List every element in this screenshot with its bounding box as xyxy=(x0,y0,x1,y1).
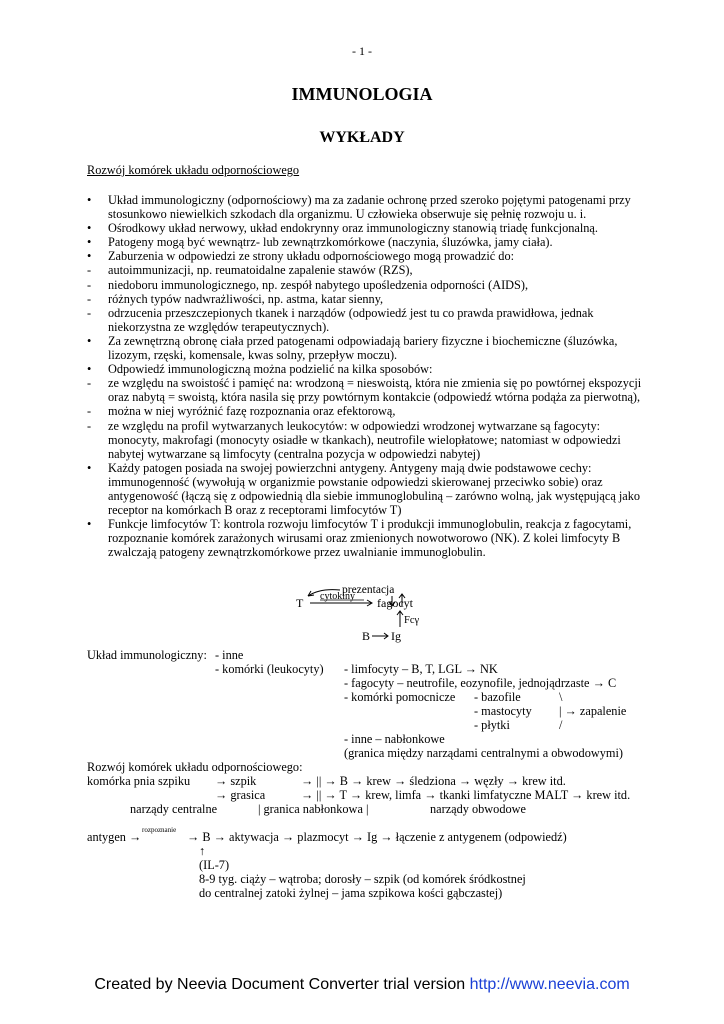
uklad-plytki: - płytki xyxy=(474,718,510,732)
list-item: - ze względu na profil wytwarzanych leukocytów: w odpowiedzi wrodzonej wytwarzane są fagocyty: monocyty, makrofagi (monocyty osiadłe w tkankach), neutrofile wielopłatowe; natomiast w odpowiedzi nabytej wytwarzane są limfocyty (centralna pozycja w odpowiedzi nabytej) xyxy=(87,418,621,461)
converter-footer xyxy=(0,978,724,992)
antygen-chain: → B → aktywacja → plazmocyt → Ig → łączenie z antygenem (odpowiedź) xyxy=(187,830,567,844)
footer-text: Created by Neevia Document Converter trial version xyxy=(94,976,466,993)
immune-interaction-diagram xyxy=(290,580,480,646)
list-item: • Patogeny mogą być wewnątrz- lub zewnątrzkomórkowe (naczynia, śluzówka, jamy ciała). xyxy=(87,235,553,250)
uklad-mastocyty: - mastocyty xyxy=(474,704,532,718)
section-heading: Rozwój komórek układu odpornościowego xyxy=(87,163,300,177)
diagram-label-Ig: Ig xyxy=(391,629,401,643)
antygen-up-arrow: ↑ xyxy=(199,844,206,858)
list-item: - ze względu na swoistość i pamięć na: wrodzoną = nieswoistą, która nie zmienia się po powtórnej ekspozycji oraz nabytą = swoistą, która nasila się przy powtórnym kontakcie (odpowiedź wtórna podąża za pierwotną), xyxy=(87,376,642,405)
list-item: - różnych typów nadwrażliwości, np. astma, katar sienny, xyxy=(87,291,384,306)
list-item: - autoimmunizacji, np. reumatoidalne zapalenie stawów (RZS), xyxy=(87,263,413,278)
page-title: IMMUNOLOGIA xyxy=(291,84,433,104)
list-item: - odrzucenia przeszczepionych tkanek i narządów (odpowiedź jest tu co prawda prawidłowa, jednak niekorzystna ze względów terapeutycznych). xyxy=(87,305,594,334)
antygen-rozpoznanie: rozpoznanie xyxy=(142,826,177,834)
diagram-label-prezentacja: prezentacja xyxy=(342,584,395,596)
diagram-label-fagocyt: fagocyt xyxy=(377,596,413,610)
uklad-komorki: - komórki (leukocyty) xyxy=(215,662,324,676)
antygen-il7: (IL-7) xyxy=(199,858,230,872)
uklad-plytki-mark: / xyxy=(559,718,563,732)
diagram-label-B: B xyxy=(362,629,371,643)
rozwoj-grasica: → grasica xyxy=(215,788,266,802)
uklad-label: Układ immunologiczny: xyxy=(87,648,207,662)
antygen-start: antygen → xyxy=(87,830,142,844)
uklad-fagocyty: - fagocyty – neutrofile, eozynofile, jednojądrzaste → C xyxy=(344,676,617,690)
uklad-granica: (granica między narządami centralnymi a obwodowymi) xyxy=(344,746,623,760)
antygen-line2: do centralnej zatoki żylnej – jama szpikowa kości gąbczastej) xyxy=(199,886,503,900)
rozwoj-heading: Rozwój komórek układu odpornościowego: xyxy=(87,760,303,774)
list-item: • Każdy patogen posiada na swojej powierzchni antygeny. Antygeny mają dwie podstawowe cechy: immunogenność (wywołują w organizmie powstanie odpowiedzi skierowanej przeciwko sobie) oraz antygenowość (łączą się z odpowiednią dla siebie immunoglobuliną – zarówno wolną, jak występującą jako receptor na komórkach B oraz z receptorami limfocytów T) xyxy=(87,460,641,518)
list-item: • Za zewnętrzną obronę ciała przed patogenami odpowiadają bariery fizyczne i biochemiczne (śluzówka, lizozym, rzęski, komensale, kwas solny, przepływ moczu). xyxy=(87,333,618,363)
uklad-bazofile: - bazofile xyxy=(474,690,521,704)
uklad-inne: - inne xyxy=(215,648,244,662)
page-number: - 1 - xyxy=(352,44,372,58)
content-list xyxy=(87,193,647,559)
uklad-bazofile-mark: \ xyxy=(559,690,563,704)
antygen-line1: 8-9 tyg. ciąży – wątroba; dorosły – szpik (od komórek śródkostnej xyxy=(199,872,526,886)
page-subtitle: WYKŁADY xyxy=(319,129,405,146)
rozwoj-granica-nablonkowa: | granica nabłonkowa | xyxy=(258,802,369,816)
uklad-mastocyty-mark: | → zapalenie xyxy=(559,704,627,718)
footer-link[interactable]: http://www.neevia.com xyxy=(469,976,630,993)
uklad-inne-nablonkowe: - inne – nabłonkowe xyxy=(344,732,445,746)
diagram-label-cytokiny: cytokiny xyxy=(320,591,355,602)
rozwoj-szpik-path: → || → B → krew → śledziona → węzły → krew itd. xyxy=(301,774,566,788)
diagram-label-fcy: Fcγ xyxy=(404,615,420,626)
rozwoj-komorka: komórka pnia szpiku xyxy=(87,774,191,788)
list-item: • Funkcje limfocytów T: kontrola rozwoju limfocytów T i produkcji immunoglobulin, reakcja z fagocytami, rozpoznanie komórek zarażonych wirusami oraz zmienionych nowotworowo (NK). Z kolei limfocyty B zwalczają patogeny zewnątrzkomórkowe przez uwalnianie immunoglobulin. xyxy=(87,517,632,560)
rozwoj-szpik: → szpik xyxy=(215,774,257,788)
rozwoj-grasica-path: → || → T → krew, limfa → tkanki limfatyczne MALT → krew itd. xyxy=(301,788,631,802)
list-item: • Ośrodkowy układ nerwowy, układ endokrynny oraz immunologiczny stanowią triadę funkcjonalną. xyxy=(87,221,598,236)
list-item: - niedoboru immunologicznego, np. zespół nabytego upośledzenia odporności (AIDS), xyxy=(87,277,529,292)
uklad-pomocnicze: - komórki pomocnicze xyxy=(344,690,456,704)
list-item: - można w niej wyróżnić fazę rozpoznania oraz efektorową, xyxy=(87,404,396,419)
rozwoj-narzady-centralne: narządy centralne xyxy=(130,802,218,816)
uklad-limfocyty: - limfocyty – B, T, LGL → NK xyxy=(344,662,498,676)
list-item: • Układ immunologiczny (odpornościowy) ma za zadanie ochronę przed szeroko pojętymi patogenami przy stosunkowo niewielkich szkodach dla organizmu. U człowieka obserwuje się pełnię rozwoju u. i. xyxy=(87,193,631,222)
rozwoj-narzady-obwodowe: narządy obwodowe xyxy=(430,802,526,816)
list-item: • Zaburzenia w odpowiedzi ze strony układu odpornościowego mogą prowadzić do: xyxy=(87,249,515,264)
diagram-label-T: T xyxy=(296,596,304,610)
list-item: • Odpowiedź immunologiczną można podzielić na kilka sposobów: xyxy=(87,362,433,377)
